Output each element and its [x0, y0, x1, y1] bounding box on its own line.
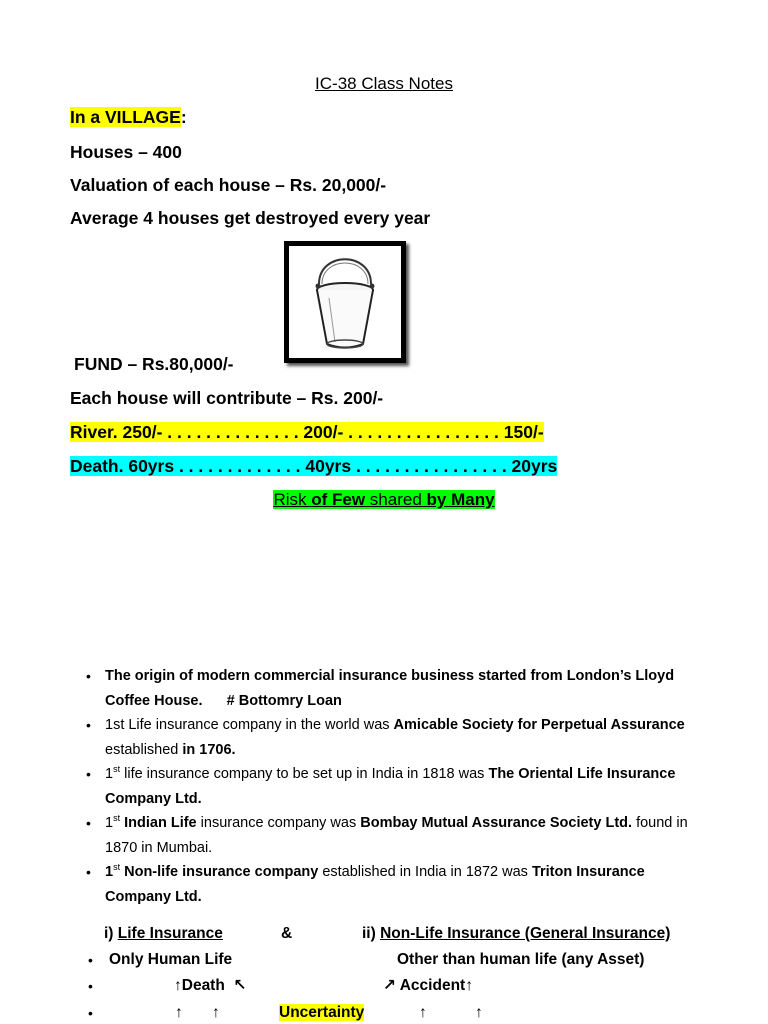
village-heading-colon: :: [180, 107, 187, 127]
uncertainty-label: Uncertainty: [279, 1004, 365, 1021]
life-insurance-heading: i) Life Insurance: [104, 925, 223, 942]
non-life-other-asset: Other than human life (any Asset): [397, 951, 645, 968]
up-arrow-icon: ↑: [174, 977, 182, 994]
bucket-icon: [289, 246, 401, 358]
houses-count: Houses – 400: [70, 142, 182, 162]
up-arrow-icon: ↑: [465, 977, 473, 994]
list-item: • 1st Life insurance company in the world was Amicable Society for Perpetual Assurance established in 1706.: [86, 713, 706, 762]
list-item: • 1st Indian Life insurance company was Bombay Mutual Assurance Society Ltd. found in 1870 in Mumbai.: [86, 811, 706, 860]
bullet-3: •: [88, 1005, 93, 1021]
death-label: ↑Death ↖: [174, 977, 247, 994]
up-arrow-icon: ↑: [475, 1004, 483, 1021]
up-arrow-icon: ↑: [212, 1004, 220, 1021]
house-contribution: Each house will contribute – Rs. 200/-: [70, 388, 384, 408]
accident-label: ↗ Accident↑: [383, 977, 473, 994]
risk-shared-line: [0, 488, 768, 512]
life-only-human: Only Human Life: [109, 951, 233, 968]
up-right-arrow-icon: ↗: [383, 977, 396, 994]
bullet-2: •: [88, 978, 93, 994]
house-valuation: Valuation of each house – Rs. 20,000/-: [70, 175, 387, 195]
list-item: • 1st Non-life insurance company established in India in 1872 was Triton Insurance Company Ltd.: [86, 860, 706, 909]
river-distance-line: [70, 420, 544, 444]
river-distance-text: River. 250/- . . . . . . . . . . . . . . 200/- . . . . . . . . . . . . . . . . 150/-: [70, 422, 544, 442]
bucket-picture-frame: [284, 241, 406, 363]
village-heading-line: [70, 105, 187, 129]
list-item: • The origin of modern commercial insurance business started from London’s Lloyd Coffee House. # Bottomry Loan: [86, 664, 706, 713]
history-bullet-list: [86, 664, 706, 909]
up-arrow-icon: ↑: [419, 1004, 427, 1021]
death-age-line: [70, 454, 557, 478]
bullet-1: •: [88, 952, 93, 968]
up-left-arrow-icon: ↖: [233, 977, 247, 994]
death-age-text: Death. 60yrs . . . . . . . . . . . . . 40yrs . . . . . . . . . . . . . . . . 20yrs: [70, 456, 558, 476]
non-life-insurance-heading: ii) Non-Life Insurance (General Insurance): [362, 925, 671, 942]
village-heading: In a VILLAGE: [70, 107, 181, 127]
up-arrow-icon: ↑: [175, 1004, 183, 1021]
risk-highlight: Risk of Few shared by Many: [273, 490, 495, 509]
fund-amount: FUND – Rs.80,000/-: [74, 354, 234, 374]
page-title: IC-38 Class Notes: [315, 74, 453, 93]
list-item: • 1st life insurance company to be set up in India in 1818 was The Oriental Life Insurance Company Ltd.: [86, 762, 706, 811]
houses-destroyed: Average 4 houses get destroyed every year: [70, 208, 431, 228]
ampersand: &: [281, 925, 293, 942]
